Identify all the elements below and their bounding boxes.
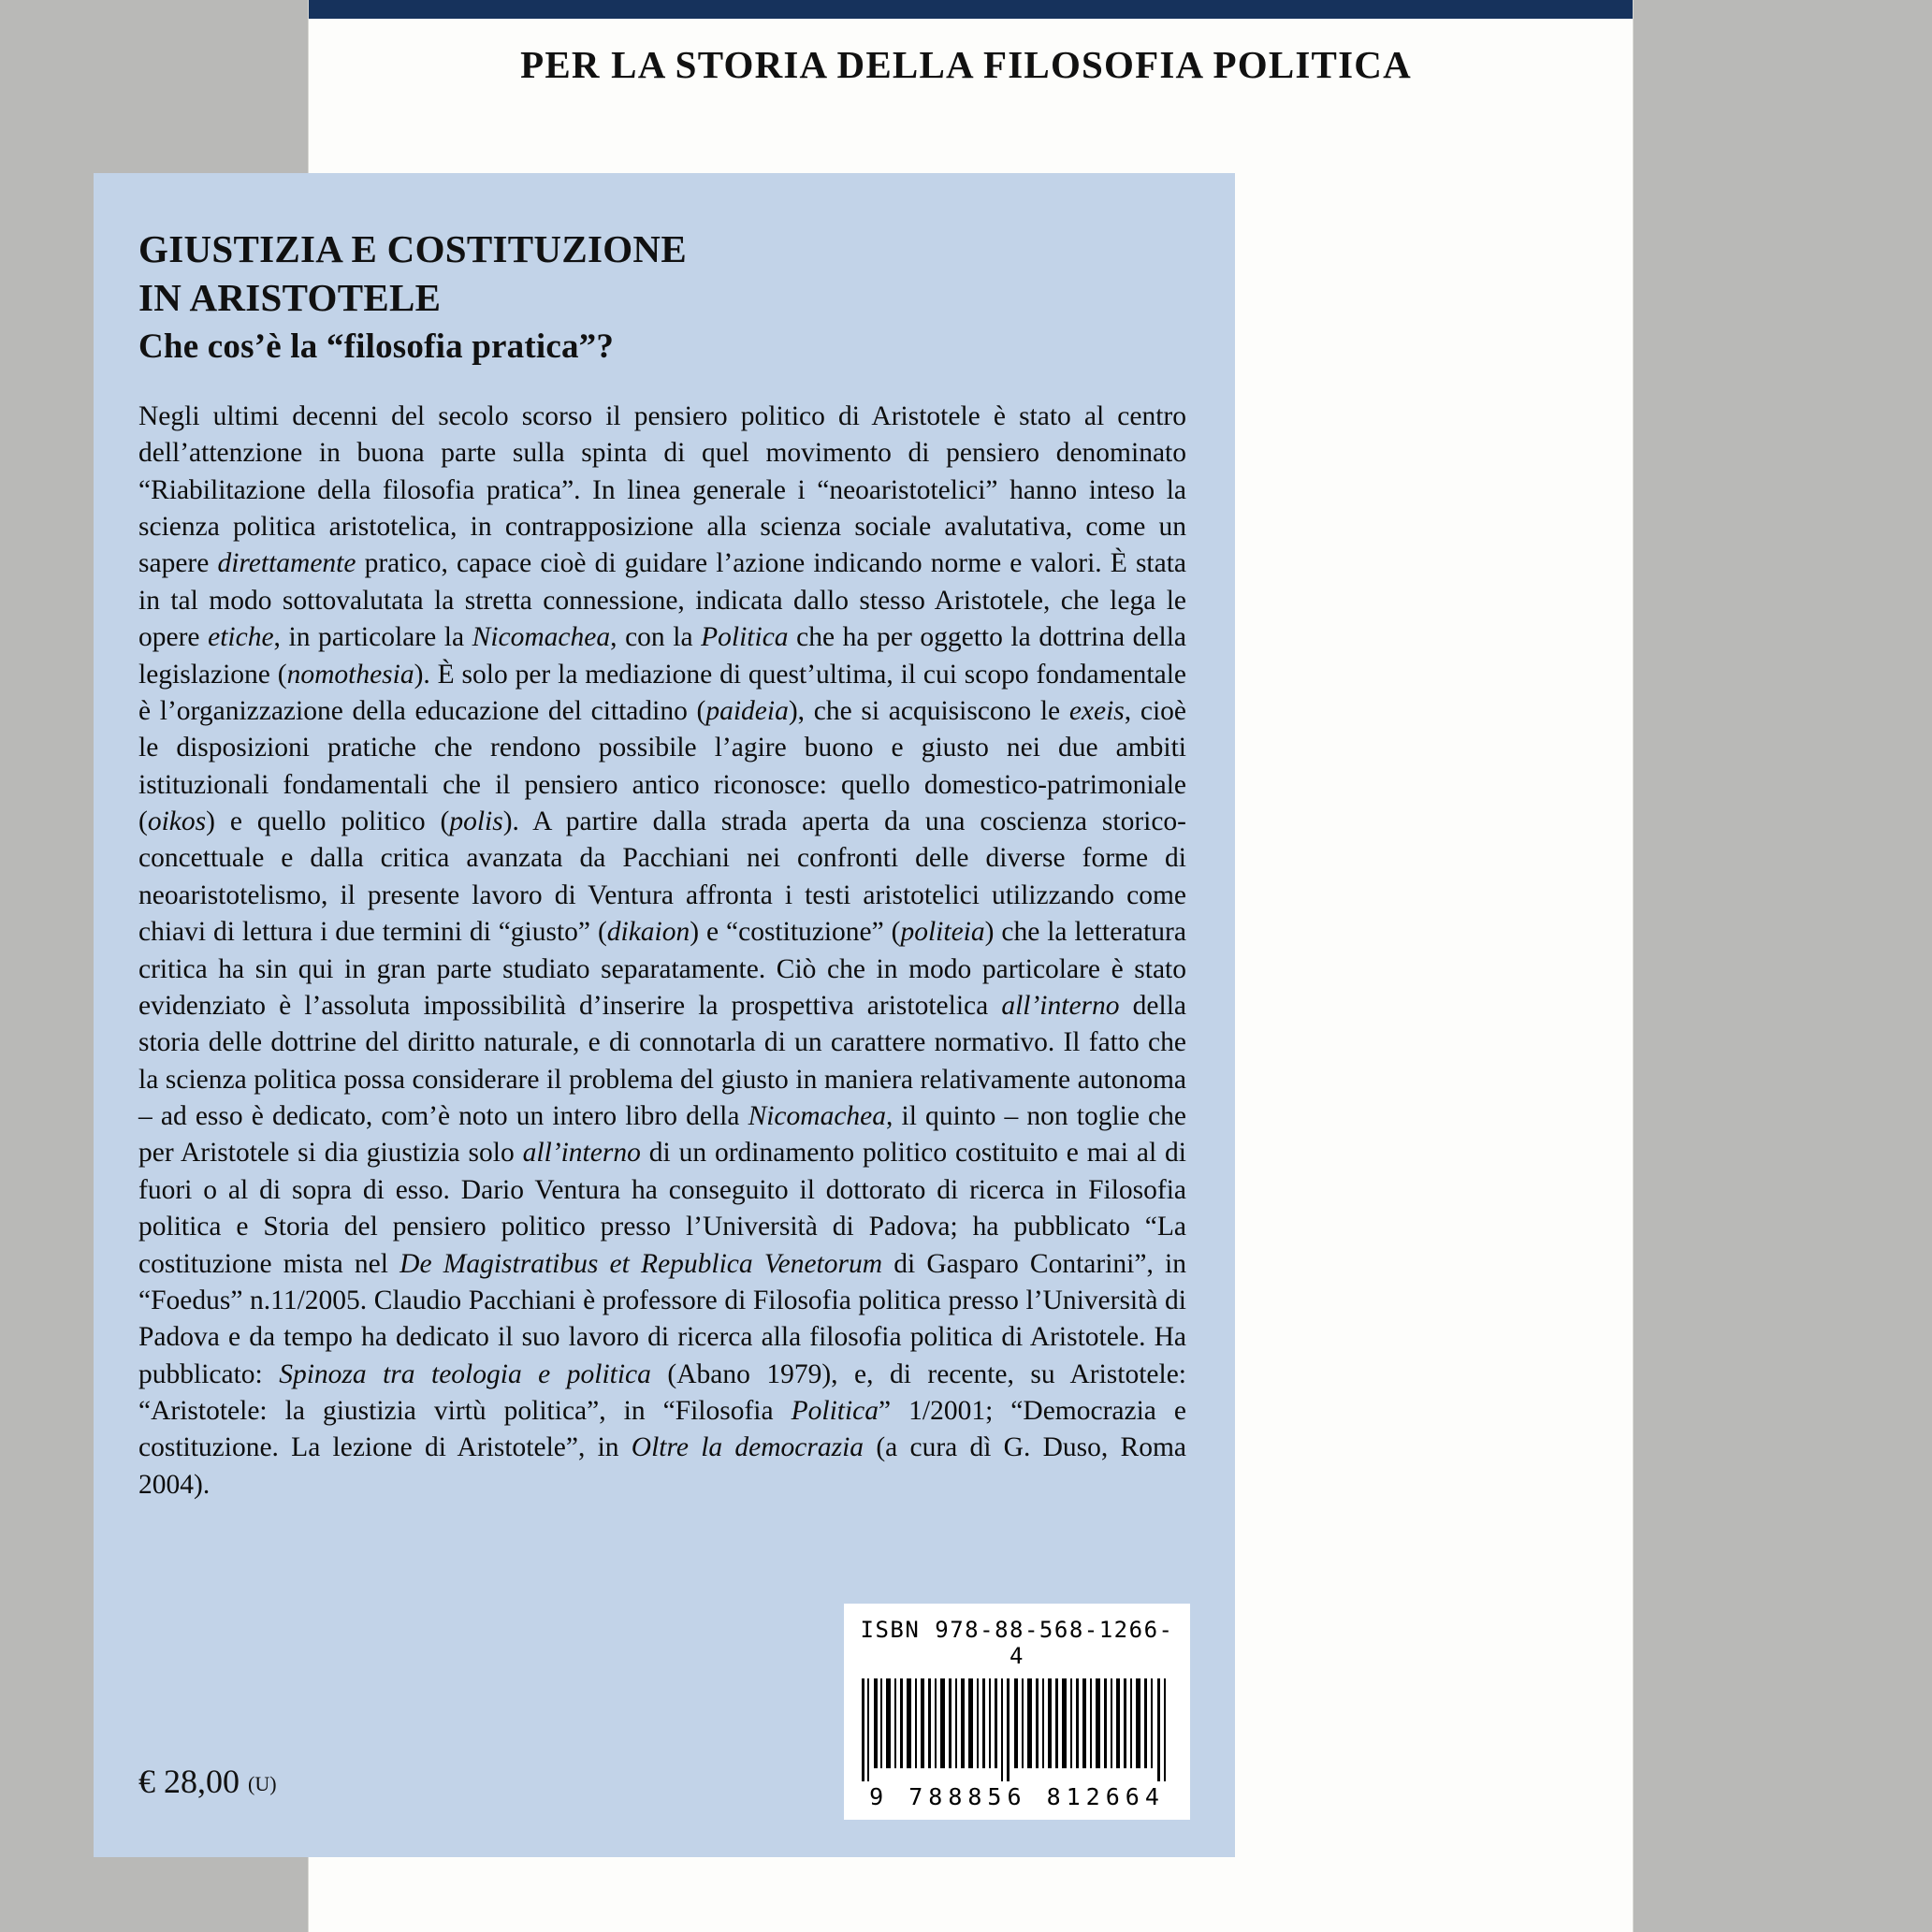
price-label	[138, 1762, 277, 1801]
top-color-bar	[309, 0, 1633, 19]
isbn-label: ISBN 978-88-568-1266-4	[860, 1617, 1174, 1669]
book-title-line-2: IN ARISTOTELE	[138, 276, 442, 320]
blurb-text: Negli ultimi decenni del secolo scorso il pensiero politico di Aristotele è stato al centro dell’attenzione in buona parte sulla spinta di quel movimento di pensiero denominato “Riabilitazione della filosofia pratica”. In linea generale i “neoaristotelici” hanno inteso la scienza politica aristotelica, in contrapposizione alla scienza sociale avalutativa, come un sapere direttamente pratico, capace cioè di guidare l’azione indicando norme e valori. È stata in tal modo sottovalutata la stretta connessione, indicata dallo stesso Aristotele, che lega le opere etiche, in particolare la Nicomachea, con la Politica che ha per oggetto la dottrina della legislazione (nomothesia). È solo per la mediazione di quest’ultima, il cui scopo fondamentale è l’organizzazione della educazione del cittadino (paideia), che si acquisiscono le exeis, cioè le disposizioni pratiche che rendono possibile l’agire buono e giusto nei due ambiti istituzionali fondamentali che il pensiero antico riconosce: quello domestico-patrimoniale (oikos) e quello politico (polis). A partire dalla strada aperta da una coscienza storico-concettuale e dalla critica avanzata da Pacchiani nei confronti delle diverse forme di neoaristotelismo, il presente lavoro di Ventura affronta i testi aristotelici utilizzando come chiavi di lettura i due termini di “giusto” (dikaion) e “costituzione” (politeia) che la letteratura critica ha sin qui in gran parte studiato separatamente. Ciò che in modo particolare è stato evidenziato è l’assoluta impossibilità d’inserire la prospettiva aristotelica all’interno della storia delle dottrine del diritto naturale, e di connotarla di un carattere normativo. Il fatto che la scienza politica possa considerare il problema del giusto in maniera relativamente autonoma – ad esso è dedicato, com’è noto un intero libro della Nicomachea, il quinto – non toglie che per Aristotele si dia giustizia solo all’interno di un ordinamento politico costituito e mai al di fuori o al di sopra di esso. Dario Ventura ha conseguito il dottorato di ricerca in Filosofia politica e Storia del pensiero politico presso l’Università di Padova; ha pubblicato “La costituzione mista nel De Magistratibus et Republica Venetorum di Gasparo Contarini”, in “Foedus” n.11/2005. Claudio Pacchiani è professore di Filosofia politica presso l’Università di Padova e da tempo ha dedicato il suo lavoro di ricerca alla filosofia politica di Aristotele. Ha pubblicato: Spinoza tra teologia e politica (Abano 1979), e, di recente, su Aristotele: “Aristotele: la giustizia virtù politica”, in “Filosofia Politica” 1/2001; “Democrazia e costituzione. La lezione di Aristotele”, in Oltre la democrazia (a cura dì G. Duso, Roma 2004).	[138, 400, 1187, 1500]
book-title-line-1: GIUSTIZIA E COSTITUZIONE	[138, 227, 687, 270]
barcode-digits: 9 788856 812664	[869, 1783, 1165, 1810]
barcode-image	[858, 1678, 1176, 1781]
book-title	[138, 225, 1186, 323]
series-title: PER LA STORIA DELLA FILOSOFIA POLITICA	[520, 43, 1412, 86]
blurb-panel-content	[138, 225, 1186, 1503]
price-suffix: (U)	[248, 1772, 277, 1795]
book-subtitle: Che cos’è la “filosofia pratica”?	[138, 327, 615, 366]
isbn-block	[844, 1604, 1190, 1820]
price-amount: € 28,00	[138, 1763, 240, 1800]
blurb-panel	[94, 173, 1235, 1857]
